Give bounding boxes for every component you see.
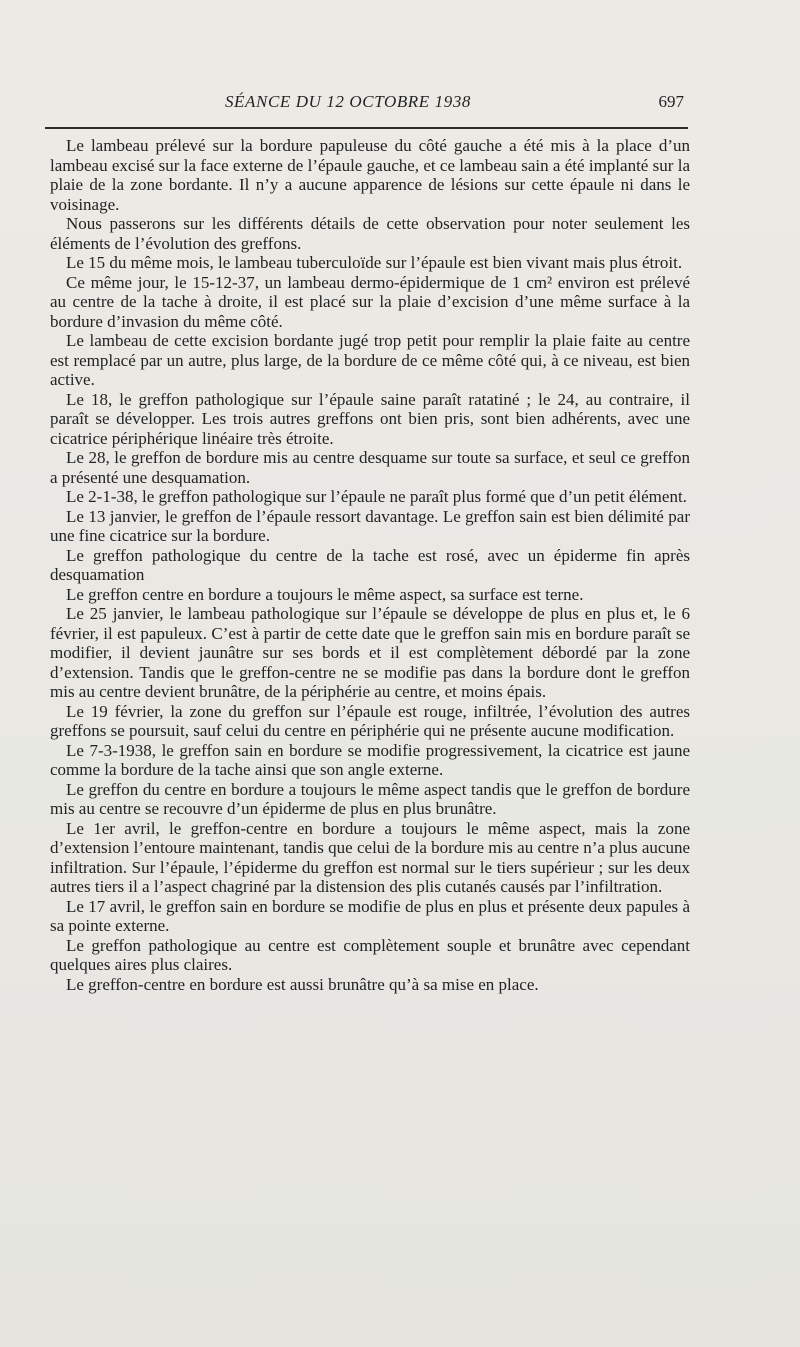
paragraph: Le 18, le greffon pathologique sur l’épaule saine paraît ratatiné ; le 24, au contraire, il paraît se développer. Les trois autres greffons ont bien pris, sont bien adhérents, avec une cicatrice périphérique linéaire très étroite. [50, 389, 690, 448]
paragraph: Nous passerons sur les différents détails de cette observation pour noter seulement les éléments de l’évolution des greffons. [50, 214, 690, 253]
paragraph: Le lambeau prélevé sur la bordure papuleuse du côté gauche a été mis à la place d’un lambeau excisé sur la face externe de l’épaule gauche, et ce lambeau sain a été implanté sur la plaie de la zone bordante. Il n’y a aucune apparence de lésions sur cette épaule ni dans le voisinage. [50, 136, 690, 214]
running-title: SÉANCE DU 12 OCTOBRE 1938 [224, 92, 472, 111]
header-rule [45, 127, 688, 129]
paragraph: Le 25 janvier, le lambeau pathologique sur l’épaule se développe de plus en plus et, le 6 février, il est papuleux. C’est à partir de cette date que le greffon sain mis en bordure paraît se modifier, il devient jaunâtre sur ses bords et il est complètement débordé par la zone d’extension. Tandis que le greffon-centre ne se modifie pas dans la bordure dont le greffon mis au centre devient brunâtre, de la périphérie au centre, et moins épais. [50, 604, 690, 701]
running-header [48, 92, 688, 116]
body-text [50, 136, 690, 994]
paragraph: Le 28, le greffon de bordure mis au centre desquame sur toute sa surface, et seul ce greffon a présenté une desquamation. [50, 448, 690, 487]
paragraph: Le 2-1-38, le greffon pathologique sur l’épaule ne paraît plus formé que d’un petit élément. [66, 487, 687, 506]
paragraph: Le 1er avril, le greffon-centre en bordure a toujours le même aspect, mais la zone d’extension l’entoure maintenant, tandis que celui de la bordure mis au centre n’a plus aucune infiltration. Sur l’épaule, l’épiderme du greffon est normal sur le tiers supérieur ; sur les deux autres tiers il a l’aspect chagriné par la distension des plis cutanés causés par l’infiltration. [50, 818, 690, 896]
paragraph: Le greffon du centre en bordure a toujours le même aspect tandis que le greffon de bordure mis au centre se recouvre d’un épiderme de plus en plus brunâtre. [50, 779, 690, 818]
page-number: 697 [658, 92, 684, 111]
paragraph: Le 13 janvier, le greffon de l’épaule ressort davantage. Le greffon sain est bien délimité par une fine cicatrice sur la bordure. [50, 506, 690, 545]
paragraph: Le greffon pathologique du centre de la tache est rosé, avec un épiderme fin après desquamation [50, 545, 690, 584]
paragraph: Le 19 février, la zone du greffon sur l’épaule est rouge, infiltrée, l’évolution des autres greffons se poursuit, sauf celui du centre en périphérie qui ne présente aucune modification. [50, 701, 690, 740]
paragraph: Le 15 du même mois, le lambeau tuberculoïde sur l’épaule est bien vivant mais plus étroit. [66, 253, 683, 272]
paragraph: Le 17 avril, le greffon sain en bordure se modifie de plus en plus et présente deux papules à sa pointe externe. [50, 896, 690, 935]
paragraph: Le lambeau de cette excision bordante jugé trop petit pour remplir la plaie faite au centre est remplacé par un autre, plus large, de la bordure de ce même côté qui, à ce niveau, est bien active. [50, 331, 690, 389]
paragraph: Le greffon-centre en bordure est aussi brunâtre qu’à sa mise en place. [66, 974, 539, 994]
paragraph: Le greffon pathologique au centre est complètement souple et brunâtre avec cependant quelques aires plus claires. [50, 935, 690, 974]
paragraph: Le 7-3-1938, le greffon sain en bordure se modifie progressivement, la cicatrice est jaune comme la bordure de la tache ainsi que son angle externe. [50, 740, 690, 779]
paragraph: Ce même jour, le 15-12-37, un lambeau dermo-épidermique de 1 cm² environ est prélevé au centre de la tache à droite, il est placé sur la plaie d’excision d’une même surface à la bordure d’invasion du même côté. [50, 272, 690, 331]
paragraph: Le greffon centre en bordure a toujours le même aspect, sa surface est terne. [66, 584, 584, 604]
